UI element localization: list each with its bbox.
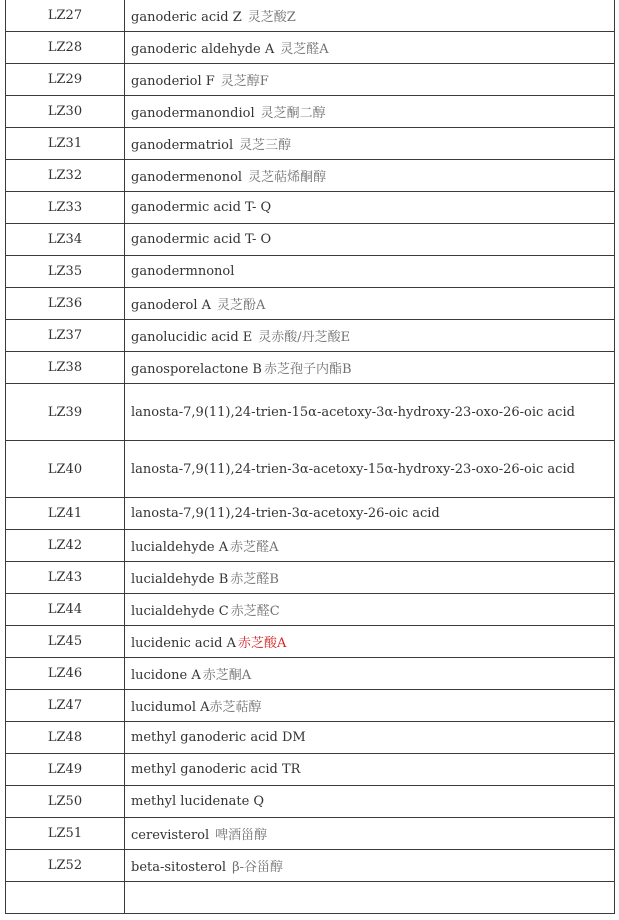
compound-code: LZ32 <box>6 160 125 192</box>
compound-name-cell <box>125 594 615 626</box>
compound-name: ganodermnonol <box>131 264 235 279</box>
table-row <box>6 690 615 722</box>
compound-code: LZ45 <box>6 626 125 658</box>
chinese-name: 灵芝酮二醇 <box>260 106 326 121</box>
chinese-name: 灵芝醇F <box>220 74 269 89</box>
compound-name: ganolucidic acid E <box>131 330 253 345</box>
compound-name: lucidone A <box>131 668 201 683</box>
chinese-name: 赤芝酮A <box>202 668 252 683</box>
compound-name-cell <box>125 352 615 384</box>
compound-name-cell <box>125 224 615 256</box>
compound-name-cell <box>125 562 615 594</box>
chinese-name: 赤芝酸A <box>237 636 287 651</box>
compound-name-cell <box>125 64 615 96</box>
table-row <box>6 562 615 594</box>
compound-name: ganodermanondiol <box>131 106 255 121</box>
compound-code: LZ42 <box>6 530 125 562</box>
chinese-name: 灵芝三醇 <box>239 138 292 153</box>
chinese-name: 灵芝萜烯酮醇 <box>248 170 327 185</box>
table-row <box>6 256 615 288</box>
chinese-name: 赤芝孢子内酯B <box>264 362 352 377</box>
table-row <box>6 594 615 626</box>
compound-code: LZ51 <box>6 818 125 850</box>
compound-code: LZ33 <box>6 192 125 224</box>
compound-name: lucidenic acid A <box>131 636 236 651</box>
compound-code: LZ30 <box>6 96 125 128</box>
compound-code: LZ48 <box>6 722 125 754</box>
compound-code: LZ27 <box>6 0 125 32</box>
table-row <box>6 160 615 192</box>
table-row <box>6 498 615 530</box>
compound-code: LZ52 <box>6 850 125 882</box>
table-row <box>6 96 615 128</box>
compound-code: LZ28 <box>6 32 125 64</box>
table-row <box>6 530 615 562</box>
chinese-name: 灵芝酚A <box>217 298 266 313</box>
compound-code: LZ34 <box>6 224 125 256</box>
compound-name-cell <box>125 160 615 192</box>
table-row <box>6 64 615 96</box>
compound-name: lanosta-7,9(11),24-trien-3α-acetoxy-26-oic acid <box>131 506 440 521</box>
compound-name: lucialdehyde C <box>131 604 229 619</box>
chinese-name: β-谷甾醇 <box>232 860 283 875</box>
compound-code: LZ39 <box>6 384 125 441</box>
compound-name: lanosta-7,9(11),24-trien-15α-acetoxy-3α-hydroxy-23-oxo-26-oic acid <box>125 384 615 441</box>
table-row-partial <box>6 882 615 914</box>
compound-name: ganodermic acid T- Q <box>131 200 272 215</box>
compound-name-cell <box>125 0 615 32</box>
compound-code: LZ35 <box>6 256 125 288</box>
compound-name: lucidumol A <box>131 700 210 715</box>
compound-name: lanosta-7,9(11),24-trien-3α-acetoxy-15α-hydroxy-23-oxo-26-oic acid <box>125 441 615 498</box>
compound-name: methyl ganoderic acid TR <box>131 762 301 777</box>
compound-name-cell <box>125 498 615 530</box>
chinese-name: 赤芝醛C <box>230 604 280 619</box>
table-row-highlighted <box>6 192 615 224</box>
compound-name-cell <box>125 658 615 690</box>
compound-code: LZ46 <box>6 658 125 690</box>
compound-code: LZ31 <box>6 128 125 160</box>
compound-name-cell <box>125 850 615 882</box>
table-row <box>6 320 615 352</box>
table-row <box>6 384 615 441</box>
compound-name: lucialdehyde B <box>131 572 229 587</box>
compound-name-cell <box>125 754 615 786</box>
chinese-name: 灵芝醛A <box>280 42 329 57</box>
compound-name-cell <box>125 192 615 224</box>
chinese-name: 啤酒甾醇 <box>215 828 268 843</box>
table-row <box>6 850 615 882</box>
table-row <box>6 722 615 754</box>
table-row-highlighted <box>6 441 615 498</box>
chinese-name: 灵赤酸/丹芝酸E <box>258 330 351 345</box>
table-row <box>6 786 615 818</box>
compound-name-cell <box>125 96 615 128</box>
compound-code: LZ50 <box>6 786 125 818</box>
chinese-name: 灵芝酸Z <box>247 10 296 25</box>
compound-code: LZ47 <box>6 690 125 722</box>
compound-name: methyl ganoderic acid DM <box>131 730 306 745</box>
table-row <box>6 32 615 64</box>
compound-name-cell <box>125 288 615 320</box>
table-row <box>6 352 615 384</box>
compound-code: LZ37 <box>6 320 125 352</box>
compound-name-cell <box>125 722 615 754</box>
compound-name-cell <box>125 786 615 818</box>
table-row <box>6 288 615 320</box>
compound-code: LZ38 <box>6 352 125 384</box>
table-row <box>6 658 615 690</box>
compound-code: LZ40 <box>6 441 125 498</box>
table-row <box>6 818 615 850</box>
compound-code: LZ43 <box>6 562 125 594</box>
compound-name: ganoderol A <box>131 298 212 313</box>
compound-name: lucialdehyde A <box>131 540 229 555</box>
chinese-name: 赤芝醛A <box>230 540 279 555</box>
table-row <box>6 128 615 160</box>
compound-name: ganoderiol F <box>131 74 215 89</box>
compound-name-cell <box>125 626 615 658</box>
chinese-name: 赤芝萜醇 <box>209 700 262 715</box>
table-row <box>6 0 615 32</box>
compound-name: ganoderic acid Z <box>131 10 242 25</box>
compound-name-cell <box>125 320 615 352</box>
compound-code: LZ49 <box>6 754 125 786</box>
compound-name: cerevisterol <box>131 828 210 843</box>
compound-code: LZ44 <box>6 594 125 626</box>
compound-name-cell <box>125 818 615 850</box>
compound-table <box>5 0 615 914</box>
table-row <box>6 754 615 786</box>
compound-name: beta-sitosterol <box>131 860 227 875</box>
compound-name-cell <box>125 32 615 64</box>
compound-name-cell <box>125 530 615 562</box>
compound-name-cell <box>125 128 615 160</box>
compound-code: LZ29 <box>6 64 125 96</box>
compound-name: ganodermatriol <box>131 138 234 153</box>
compound-name: methyl lucidenate Q <box>131 794 265 809</box>
empty-cell <box>6 882 125 914</box>
compound-name: ganoderic aldehyde A <box>131 42 275 57</box>
empty-cell <box>125 882 615 914</box>
compound-name-cell <box>125 690 615 722</box>
compound-code: LZ41 <box>6 498 125 530</box>
compound-name: ganodermenonol <box>131 170 243 185</box>
chinese-name: 赤芝醛B <box>230 572 279 587</box>
table-row-highlighted <box>6 626 615 658</box>
compound-name: ganodermic acid T- O <box>131 232 272 247</box>
compound-name-cell <box>125 256 615 288</box>
compound-name: ganosporelactone B <box>131 362 262 377</box>
table-row <box>6 224 615 256</box>
compound-code: LZ36 <box>6 288 125 320</box>
